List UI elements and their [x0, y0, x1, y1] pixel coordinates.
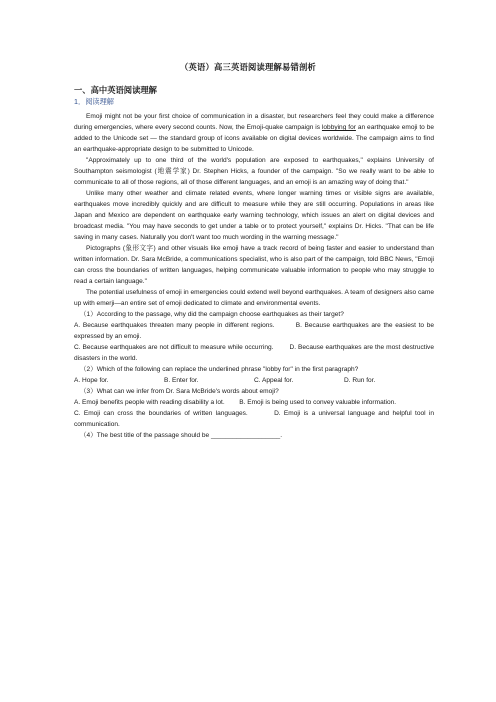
q2-option-a: A. Hope for.: [74, 377, 109, 384]
q1-option-b: B. Because earthquakes are the easiest to be expressed by an emoji.: [74, 322, 434, 340]
q2-option-d: D. Run for.: [344, 377, 376, 384]
q1-option-c: C. Because earthquakes are not difficult to measure while occurring.: [74, 344, 274, 351]
question-2: （2）Which of the following can replace the underlined phrase "lobby for" in the first paragraph?: [80, 366, 359, 373]
q3-options-ab: [74, 397, 434, 408]
p1-text-a: Emoji might not be your first choice of communication in a disaster, but researchers feel they could make a difference during emergencies, where every second counts. Now, the Emoji-quake campaign is: [74, 113, 434, 131]
question-3: （3）What can we infer from Dr. Sara McBride's words about emoji?: [80, 388, 279, 395]
question-4: （4）The best title of the passage should be ___________________.: [80, 432, 283, 439]
passage-body: [74, 111, 434, 441]
paragraph-3: Unlike many other weather and climate related events, where longer warning times or visible signs are available, earthquakes move incredibly quickly and are difficult to measure while they are still occurring. Populations in areas like Japan and Mexico are dependent on earthquake early warning technology, which issues an alert on digital devices and broadcast media. "You may have seconds to get under a table or to protect yourself," explains Dr. Hicks. "That can be life saving in many cases. Naturally you don't want too much wording in the warning message.": [74, 190, 434, 241]
q1-option-a: A. Because earthquakes threaten many people in different regions.: [74, 322, 275, 329]
paragraph-4: Pictographs (象形文字) and other visuals like emoji have a track record of being faster and easier to understand than written information. Dr. Sara McBride, a communications specialist, who is also part of the campaign, told BBC News, "Emoji can cross the boundaries of written languages, helping communicate valuable information to people who may struggle to read a certain language.": [74, 245, 434, 285]
paragraph-1: [74, 111, 434, 155]
q2-option-b: B. Enter for.: [164, 377, 199, 384]
sub-heading: [74, 97, 114, 107]
paragraph-5: The potential usefulness of emoji in emergencies could extend well beyond earthquakes. A team of designers also came up with emerji—an entire set of emoji dedicated to climate and environmental events.: [74, 289, 434, 307]
p1-text-b: an earthquake emoji to be added to the Unicode set — the standard group of icons available on digital devices worldwide. The campaign aims to find an earthquake-appropriate design to be submitted to Unicode.: [74, 124, 434, 153]
q1-option-d: D. Because earthquakes are the most destructive disasters in the world.: [74, 344, 434, 362]
sub-number: 1．: [74, 97, 86, 106]
page-title: （英语）高三英语阅读理解易错剖析: [180, 62, 316, 72]
section-heading: 一、高中英语阅读理解: [74, 85, 157, 95]
q1-options-cd: [74, 342, 434, 364]
paragraph-2: "Approximately up to one third of the world's population are exposed to earthquakes," explains University of Southampton seismologist (地震学家) Dr. Stephen Hicks, a founder of the campaign. "So we really want to be able to communicate to all of those regions, all of those different languages, and an emoji is an amazing way of doing that.": [74, 157, 434, 186]
q2-option-c: C. Appeal for.: [254, 377, 294, 384]
q1-options-ab: [74, 320, 434, 342]
q3-option-b: B. Emoji is being used to convey valuable information.: [239, 399, 397, 406]
q2-options: [74, 375, 434, 386]
q3-options-cd: [74, 408, 434, 430]
underlined-phrase: lobbying for: [321, 124, 356, 131]
sub-title: 阅读理解: [85, 97, 114, 106]
q3-option-a: A. Emoji benefits people with reading disability a lot.: [74, 399, 225, 406]
q3-option-d: D. Emoji is a universal language and helpful tool in communication.: [74, 410, 434, 428]
q3-option-c: C. Emoji can cross the boundaries of written languages.: [74, 410, 248, 417]
question-1: （1）According to the passage, why did the campaign choose earthquakes as their target?: [80, 311, 344, 318]
